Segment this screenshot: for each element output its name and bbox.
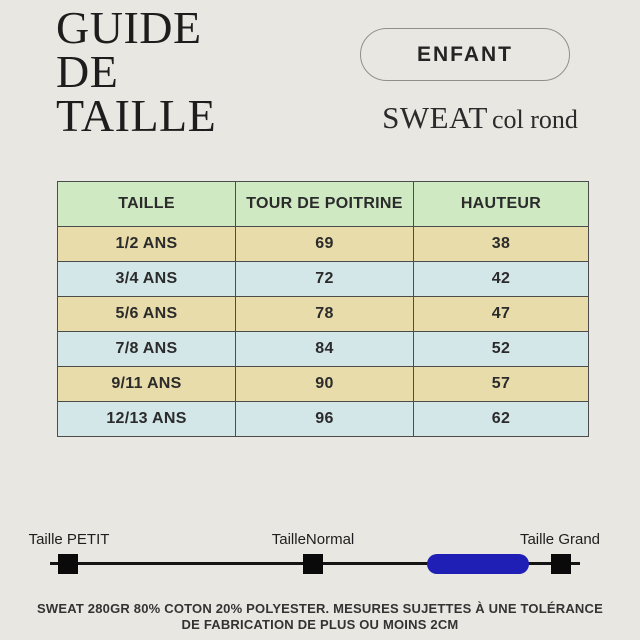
table-row (58, 402, 589, 437)
chest-cell: 69 (236, 227, 414, 262)
size-cell: 9/11 ANS (58, 367, 236, 402)
height-cell: 62 (414, 402, 589, 437)
height-cell: 47 (414, 297, 589, 332)
fit-scale-stop-grand (551, 554, 571, 574)
chest-cell: 78 (236, 297, 414, 332)
page-title-line: DE (56, 46, 119, 97)
header-cell-hauteur: HAUTEUR (414, 182, 589, 227)
fit-scale-stop-petit (58, 554, 78, 574)
size-cell: 1/2 ANS (58, 227, 236, 262)
table-row (58, 227, 589, 262)
table-row (58, 332, 589, 367)
fit-scale-label-grand: Taille Grand (519, 531, 601, 548)
product-name-main: SWEAT (382, 100, 488, 135)
height-cell: 42 (414, 262, 589, 297)
table-row (58, 262, 589, 297)
size-cell: 3/4 ANS (58, 262, 236, 297)
footer-note (0, 601, 640, 633)
chest-cell: 84 (236, 332, 414, 367)
table-row (58, 367, 589, 402)
category-pill-label: ENFANT (417, 42, 513, 66)
size-table (57, 181, 589, 437)
page-title-line: GUIDE (56, 2, 202, 53)
height-cell: 52 (414, 332, 589, 367)
chest-cell: 72 (236, 262, 414, 297)
page-title-line: TAILLE (56, 90, 217, 141)
height-cell: 57 (414, 367, 589, 402)
footer-note-line1: SWEAT 280GR 80% COTON 20% POLYESTER. MESURES SUJETTES À UNE TOLÉRANCE (37, 601, 603, 616)
footer-note-line2: DE FABRICATION DE PLUS OU MOINS 2CM (181, 617, 459, 632)
product-name (340, 100, 620, 136)
header-cell-taille: TAILLE (58, 182, 236, 227)
fit-scale-label-petit: Taille PETIT (28, 531, 110, 548)
fit-scale-stop-normal (303, 554, 323, 574)
table-header-row (58, 182, 589, 227)
table-row (58, 297, 589, 332)
chest-cell: 90 (236, 367, 414, 402)
fit-scale-label-normal: TailleNormal (271, 531, 355, 548)
size-cell: 5/6 ANS (58, 297, 236, 332)
category-pill-enfant[interactable] (360, 28, 570, 81)
size-cell: 7/8 ANS (58, 332, 236, 367)
product-name-detail: col rond (491, 105, 578, 134)
page-title (56, 2, 217, 141)
fit-scale-indicator[interactable] (427, 554, 529, 574)
size-cell: 12/13 ANS (58, 402, 236, 437)
height-cell: 38 (414, 227, 589, 262)
chest-cell: 96 (236, 402, 414, 437)
header-cell-tour-de-poitrine: TOUR DE POITRINE (236, 182, 414, 227)
